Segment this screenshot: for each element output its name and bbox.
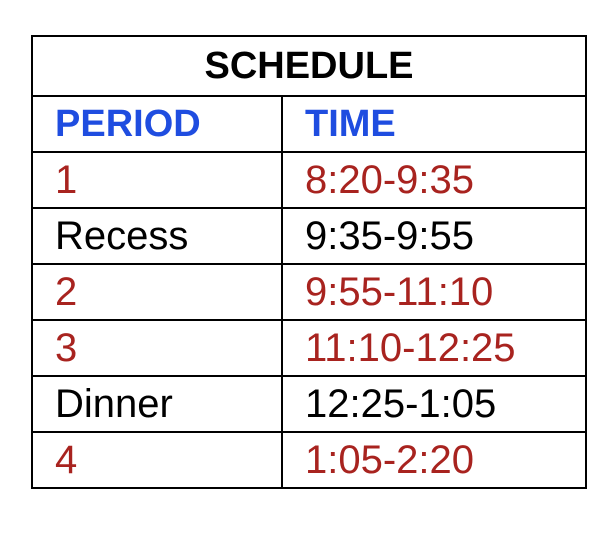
time-column-header: TIME	[282, 96, 586, 152]
period-cell: 2	[32, 264, 282, 320]
table-row	[32, 432, 586, 488]
period-column-header: PERIOD	[32, 96, 282, 152]
schedule-table	[31, 35, 587, 489]
table-row	[32, 376, 586, 432]
period-cell: 4	[32, 432, 282, 488]
table-row	[32, 152, 586, 208]
time-cell: 9:35-9:55	[282, 208, 586, 264]
period-cell: 3	[32, 320, 282, 376]
table-title: SCHEDULE	[32, 36, 586, 96]
period-cell: Dinner	[32, 376, 282, 432]
header-row	[32, 96, 586, 152]
table-row	[32, 320, 586, 376]
table-row	[32, 208, 586, 264]
period-cell: Recess	[32, 208, 282, 264]
title-row	[32, 36, 586, 96]
time-cell: 12:25-1:05	[282, 376, 586, 432]
time-cell: 9:55-11:10	[282, 264, 586, 320]
time-cell: 11:10-12:25	[282, 320, 586, 376]
time-cell: 1:05-2:20	[282, 432, 586, 488]
time-cell: 8:20-9:35	[282, 152, 586, 208]
period-cell: 1	[32, 152, 282, 208]
table-row	[32, 264, 586, 320]
